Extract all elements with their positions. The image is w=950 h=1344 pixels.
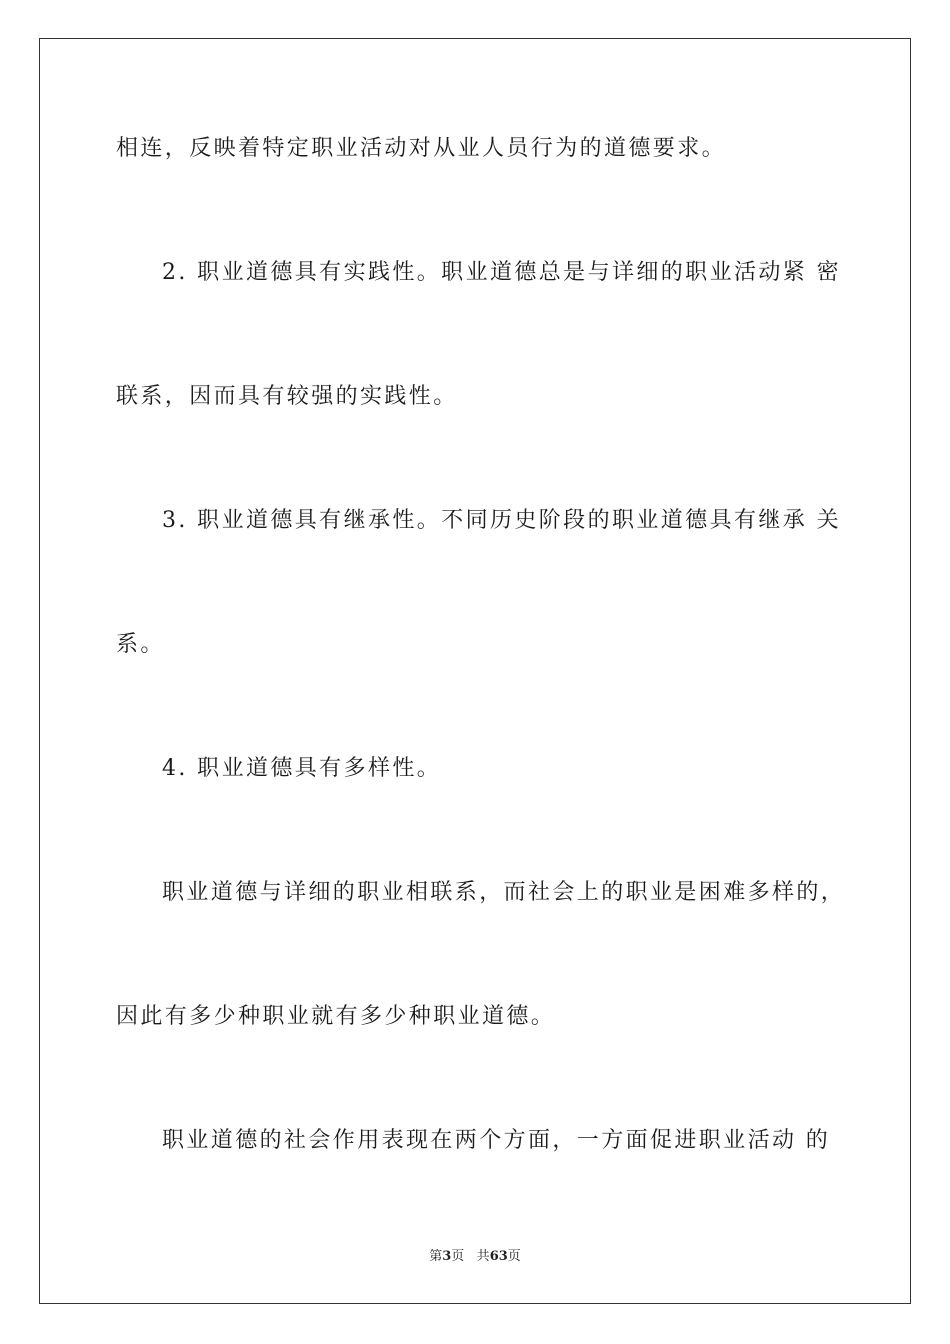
page-footer — [0, 1248, 950, 1266]
page-suffix: 页 — [451, 1249, 465, 1264]
body-text-line: 职业道德的社会作用表现在两个方面，一方面促进职业活动 的 — [162, 1128, 831, 1153]
total-pages-number: 63 — [489, 1249, 508, 1264]
body-text-line: 联系，因而具有较强的实践性。 — [116, 384, 458, 409]
page-prefix: 第 — [429, 1249, 443, 1264]
body-text-line: 职业道德与详细的职业相联系，而社会上的职业是困难多样的， — [162, 880, 846, 905]
body-text-line: 2. 职业道德具有实践性。职业道德总是与详细的职业活动紧 密 — [162, 260, 841, 285]
total-suffix: 页 — [507, 1249, 521, 1264]
body-text-line: 因此有多少种职业就有多少种职业道德。 — [116, 1004, 556, 1029]
body-text-line: 3. 职业道德具有继承性。不同历史阶段的职业道德具有继承 关 — [162, 508, 841, 533]
body-text-line: 相连，反映着特定职业活动对从业人员行为的道德要求。 — [116, 136, 727, 161]
total-prefix: 共 — [476, 1249, 490, 1264]
page-border — [39, 38, 911, 1304]
body-text-line: 4. 职业道德具有多样性。 — [162, 756, 442, 781]
current-page-number: 3 — [442, 1249, 452, 1264]
body-text-line: 系。 — [116, 632, 165, 657]
